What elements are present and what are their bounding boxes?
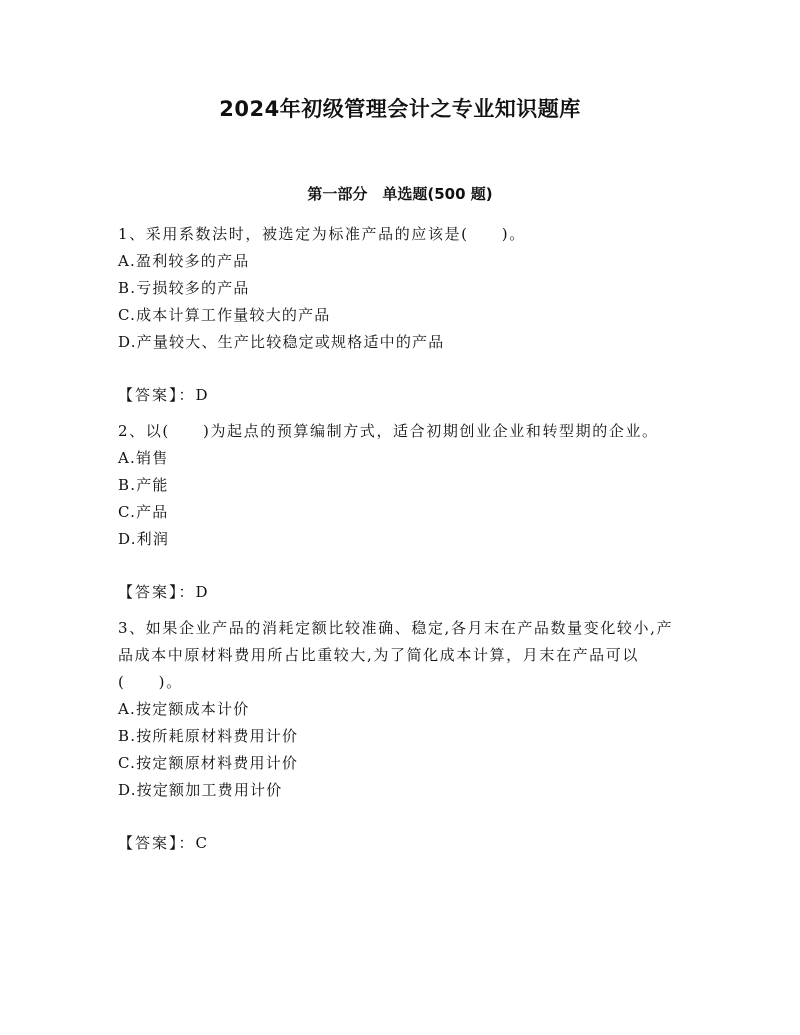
question-3 [118,615,680,857]
question-1 [118,221,680,409]
answer-value: D [195,583,209,601]
question-stem: 3、如果企业产品的消耗定额比较准确、稳定,各月末在产品数量变化较小,产品成本中原材料费用所占比重较大,为了简化成本计算，月末在产品可以( )。 [118,619,674,691]
question-stem: 2、以( )为起点的预算编制方式，适合初期创业企业和转型期的企业。 [118,422,659,440]
option-c: C.产品 [118,503,169,521]
option-b: B.产能 [118,476,169,494]
option-c: C.按定额原材料费用计价 [118,754,299,772]
option-a: A.销售 [118,449,169,467]
document-title: 2024年初级管理会计之专业知识题库 [219,97,581,121]
option-b: B.按所耗原材料费用计价 [118,727,299,745]
option-b: B.亏损较多的产品 [118,279,250,297]
answer-line [118,382,680,409]
answer-label: 【答案】： [118,386,196,404]
answer-value: D [195,386,209,404]
option-d: D.利润 [118,530,170,548]
answer-line [118,830,680,857]
option-a: A.盈利较多的产品 [118,252,250,270]
option-c: C.成本计算工作量较大的产品 [118,306,331,324]
question-stem: 1、采用系数法时，被选定为标准产品的应该是( )。 [118,225,526,243]
answer-label: 【答案】： [118,583,196,601]
question-2 [118,418,680,606]
answer-value: C [195,834,208,852]
answer-line [118,579,680,606]
option-d: D.产量较大、生产比较稳定或规格适中的产品 [118,333,445,351]
section-title: 第一部分 单选题(500 题) [307,185,493,203]
option-d: D.按定额加工费用计价 [118,781,283,799]
question-list [118,221,680,857]
answer-label: 【答案】： [118,834,196,852]
option-a: A.按定额成本计价 [118,700,250,718]
